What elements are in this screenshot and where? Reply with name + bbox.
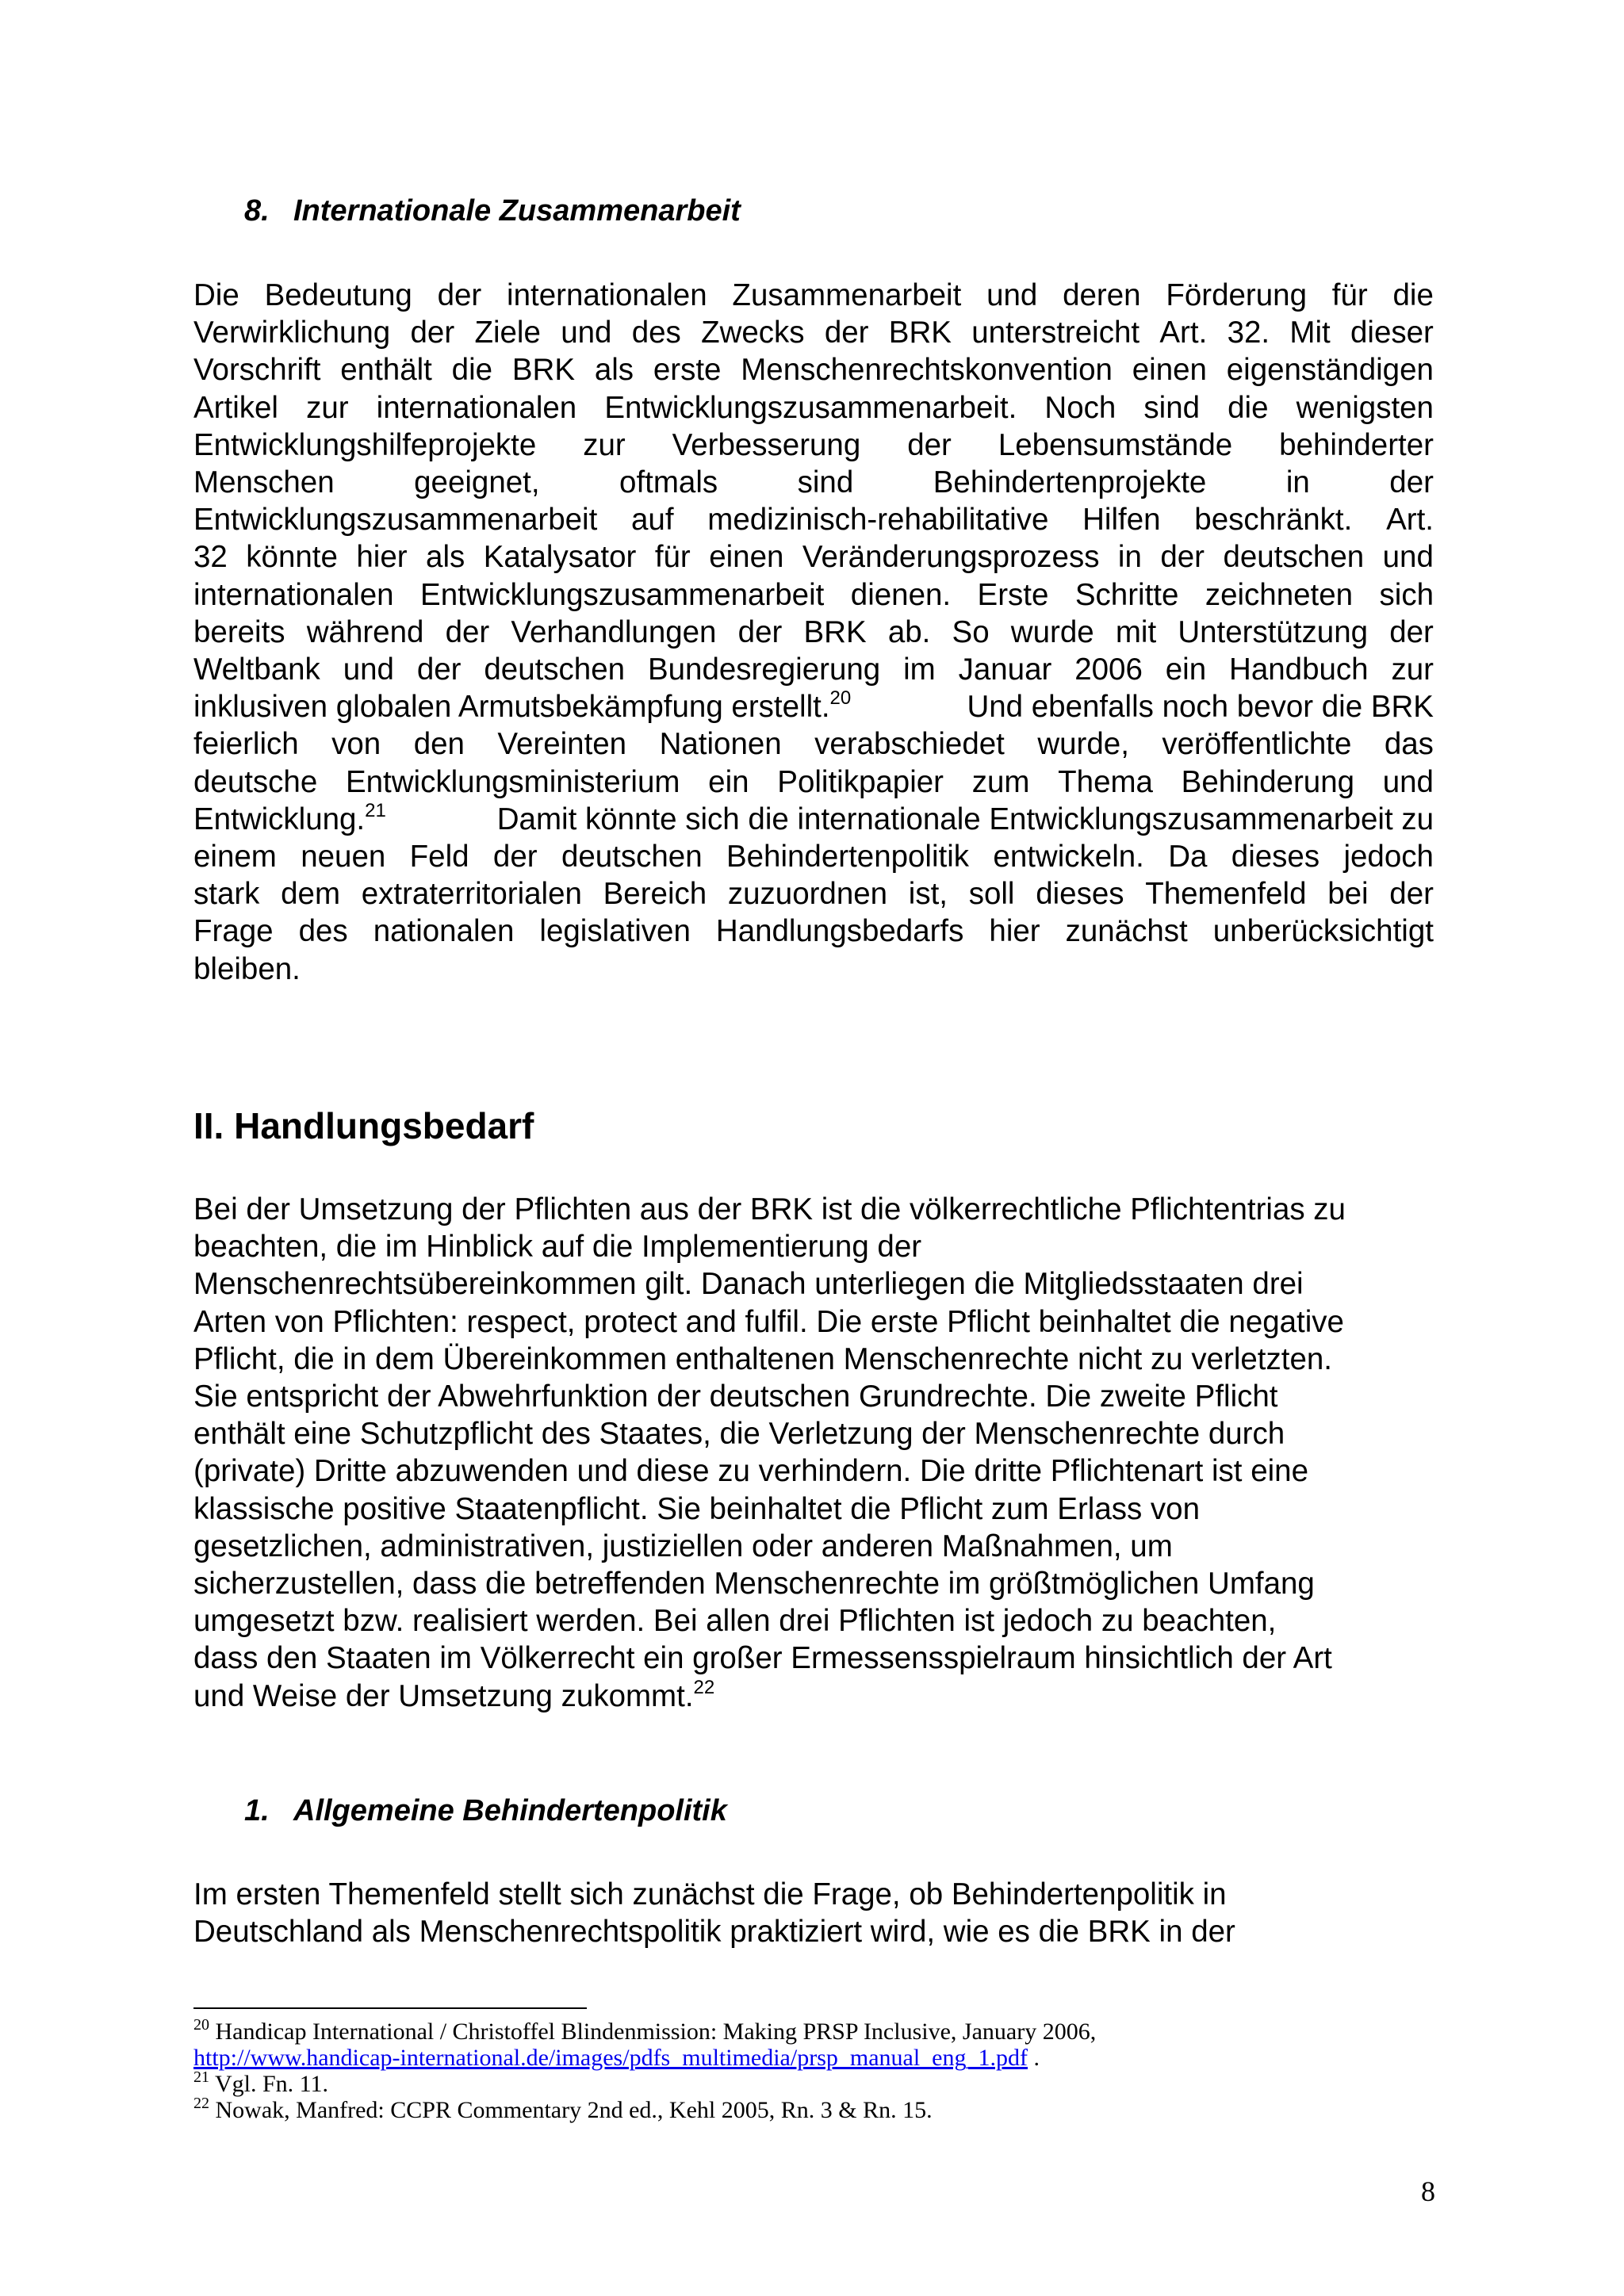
word: deutschen	[1223, 540, 1365, 575]
footnote-separator	[193, 2007, 587, 2009]
word: ein	[1165, 652, 1207, 687]
footnote-ref-22: 22	[693, 1676, 715, 1698]
word: Zwecks	[701, 316, 805, 350]
word: zur	[306, 390, 349, 425]
footnote-ref-20: 20	[829, 687, 852, 710]
word: der	[416, 652, 462, 687]
word: für	[654, 540, 691, 575]
footnote-21	[193, 2068, 1096, 2097]
paragraph-line: beachten, die im Hinblick auf die Implementierung der	[193, 1230, 922, 1265]
line-segment: Damit könnte sich die internationale Entwicklungszusammenarbeit zu	[496, 802, 1434, 836]
word: sich	[1379, 577, 1434, 612]
word: unterstreicht	[971, 316, 1140, 350]
word: BRK	[888, 316, 952, 350]
word: Vorschrift	[193, 353, 321, 388]
word: Bundesregierung	[647, 652, 881, 687]
paragraph-line	[193, 801, 1434, 838]
word: Entwicklungsministerium	[345, 764, 680, 799]
word: der	[410, 316, 455, 350]
paragraph-line	[193, 688, 1434, 725]
word: auf	[631, 503, 674, 538]
word: der	[1389, 614, 1434, 649]
word: sind	[1143, 390, 1201, 425]
word: ab.	[887, 614, 931, 649]
word: dieses	[1036, 877, 1124, 912]
word: und	[343, 652, 394, 687]
word: während	[306, 614, 424, 649]
paragraph-line	[193, 501, 1434, 538]
word: Die	[193, 278, 239, 312]
footnote-22-number: 22	[193, 2095, 209, 2112]
word: Themenfeld	[1145, 877, 1307, 912]
section-II-heading: II. Handlungsbedarf	[193, 1105, 534, 1146]
word: der	[824, 316, 869, 350]
word: ist,	[908, 877, 948, 912]
word: behinderter	[1279, 427, 1434, 462]
word: erste	[653, 353, 722, 388]
footnote-20-text: Handicap International / Christoffel Blindenmission: Making PRSP Inclusive, January 2006,	[215, 2019, 1097, 2045]
footnote-20-number: 20	[193, 2016, 209, 2034]
line-segment: Entwicklung.$^{21}$	[193, 799, 386, 836]
word: Handlungsbedarfs	[715, 914, 964, 949]
word: Entwicklungszusammenarbeit	[420, 577, 825, 612]
word: Unterstützung	[1178, 614, 1369, 649]
paragraph-line	[193, 951, 1434, 988]
line-segment: inklusiven globalen Armutsbekämpfung erstellt.$^{20}$	[193, 687, 852, 725]
word: neuen	[301, 840, 386, 874]
word: wurde	[1010, 614, 1094, 649]
paragraph-line	[193, 725, 1434, 763]
word: oftmals	[619, 465, 718, 500]
line-segment: Und ebenfalls noch bevor die BRK	[967, 690, 1434, 725]
word: Behindertenpolitik	[726, 840, 970, 874]
word: Lebensumstände	[998, 427, 1233, 462]
word: Bedeutung	[264, 278, 412, 312]
paragraph-line: Sie entspricht der Abwehrfunktion der deutschen Grundrechte. Die zweite Pflicht	[193, 1380, 1278, 1414]
word: und	[561, 316, 612, 350]
word: Da	[1168, 840, 1208, 874]
paragraph-line: (private) Dritte abzuwenden und diese zu verhindern. Die dritte Pflichtenart ist eine	[193, 1454, 1308, 1489]
word: die	[1392, 278, 1434, 312]
word: Behinderung	[1181, 764, 1355, 799]
word: von	[331, 727, 381, 762]
word: bleiben.	[193, 951, 301, 986]
word: internationalen	[507, 278, 707, 312]
word: stark	[193, 877, 260, 912]
word: in	[1285, 465, 1310, 500]
word: wurde,	[1037, 727, 1129, 762]
word: dieser	[1350, 316, 1434, 350]
word: legislativen	[539, 914, 691, 949]
word: Art.	[1159, 316, 1208, 350]
word: zunächst	[1065, 914, 1188, 949]
word: Frage	[193, 914, 274, 949]
paragraph-line: und Weise der Umsetzung zukommt.$^{22}$	[193, 1676, 715, 1713]
word: extraterritorialen	[361, 877, 582, 912]
word: der	[445, 614, 490, 649]
section-1-paragraph	[193, 1876, 1235, 1950]
word: der	[1389, 877, 1434, 912]
word: Vereinten	[497, 727, 627, 762]
word: enthält	[340, 353, 432, 388]
section-1-title: Allgemeine Behindertenpolitik	[293, 1794, 727, 1827]
paragraph-line	[193, 314, 1434, 351]
word: dienen.	[850, 577, 952, 612]
word: einen	[709, 540, 784, 575]
word: für	[1331, 278, 1368, 312]
paragraph-line: Pflicht, die in dem Übereinkommen enthaltenen Menschenrechte nicht zu verletzten.	[193, 1341, 1332, 1376]
word: der	[737, 614, 783, 649]
word: Entwicklungszusammenarbeit	[193, 503, 598, 538]
footnote-22	[193, 2097, 1096, 2123]
word: unberücksichtigt	[1212, 914, 1434, 949]
section-1-heading	[244, 1792, 727, 1830]
paragraph-line: Im ersten Themenfeld stellt sich zunächst die Frage, ob Behindertenpolitik in	[193, 1877, 1227, 1911]
word: BRK	[803, 614, 867, 649]
paragraph-line	[193, 651, 1434, 688]
word: soll	[968, 877, 1015, 912]
paragraph-line: gesetzlichen, administrativen, justiziellen oder anderen Maßnahmen, um	[193, 1529, 1173, 1563]
paragraph-line	[193, 538, 1434, 576]
word: Entwicklungszusammenarbeit.	[604, 390, 1017, 425]
paragraph-line: sicherzustellen, dass die betreffenden Menschenrechte im größtmöglichen Umfang	[193, 1567, 1315, 1601]
word: 2006	[1074, 652, 1143, 687]
word: zeichneten	[1205, 577, 1354, 612]
word: Noch	[1044, 390, 1116, 425]
word: der	[437, 278, 482, 312]
word: Schritte	[1074, 577, 1179, 612]
word: hier	[989, 914, 1040, 949]
paragraph-line	[193, 913, 1434, 950]
word: Thema	[1058, 764, 1153, 799]
word: verabschiedet	[814, 727, 1005, 762]
word: das	[1384, 727, 1434, 762]
word: Bereich	[603, 877, 707, 912]
paragraph-line	[193, 427, 1434, 464]
word: geeignet,	[414, 465, 540, 500]
paragraph-line: Arten von Pflichten: respect, protect and fulfil. Die erste Pflicht beinhaltet die negative	[193, 1304, 1344, 1339]
section-8-number: 8.	[244, 194, 270, 228]
word: und	[1382, 764, 1434, 799]
footnote-21-number: 21	[193, 2068, 209, 2086]
word: Erste	[977, 577, 1049, 612]
section-8-paragraph	[193, 277, 1434, 988]
word: Menschenrechtskonvention	[741, 353, 1113, 388]
word: sind	[797, 465, 854, 500]
paragraph-line: Menschenrechtsübereinkommen gilt. Danach unterliegen die Mitgliedsstaaten drei	[193, 1267, 1304, 1302]
footnote-21-text: Vgl. Fn. 11.	[214, 2071, 329, 2097]
word: beschränkt.	[1194, 503, 1353, 538]
word: der	[492, 840, 538, 874]
word: bereits	[193, 614, 285, 649]
word: als	[594, 353, 634, 388]
word: Verwirklichung	[193, 316, 391, 350]
word: in	[1117, 540, 1142, 575]
paragraph-line	[193, 351, 1434, 388]
paragraph-line: enthält eine Schutzpflicht des Staates, die Verletzung der Menschenrechte durch	[193, 1417, 1285, 1452]
word: der	[1389, 465, 1434, 500]
word: internationalen	[376, 390, 577, 425]
word: Entwicklungshilfeprojekte	[193, 427, 537, 462]
word: im	[903, 652, 936, 687]
word: des	[298, 914, 348, 949]
word: der	[1160, 540, 1205, 575]
word: Menschen	[193, 465, 335, 500]
paragraph-line	[193, 576, 1434, 614]
paragraph-line	[193, 614, 1434, 651]
word: der	[907, 427, 952, 462]
word: als	[426, 540, 465, 575]
word: zur	[1391, 652, 1434, 687]
word: zum	[971, 764, 1030, 799]
paragraph-line	[193, 277, 1434, 314]
paragraph-line: umgesetzt bzw. realisiert werden. Bei allen drei Pflichten ist jedoch zu beachten,	[193, 1604, 1277, 1639]
section-8-heading	[244, 192, 741, 230]
paragraph-line	[193, 838, 1434, 875]
page-number: 8	[1421, 2175, 1435, 2207]
word: Nationen	[659, 727, 782, 762]
word: Politikpapier	[777, 764, 944, 799]
word: einen	[1132, 353, 1207, 388]
word: So	[952, 614, 990, 649]
paragraph-line: Deutschland als Menschenrechtspolitik praktiziert wird, wie es die BRK in der	[193, 1915, 1235, 1950]
word: Veränderungsprozess	[802, 540, 1100, 575]
footnotes	[193, 2016, 1097, 2123]
word: zur	[583, 427, 626, 462]
word: internationalen	[193, 577, 394, 612]
word: veröffentlichte	[1162, 727, 1352, 762]
paragraph-line	[193, 464, 1434, 501]
word: deutsche	[193, 764, 318, 799]
word: zuzuordnen	[727, 877, 888, 912]
section-1-number: 1.	[244, 1794, 270, 1827]
word: Verbesserung	[672, 427, 861, 462]
word: jedoch	[1343, 840, 1434, 874]
word: 32	[193, 540, 228, 575]
section-II-paragraph	[193, 1191, 1346, 1715]
word: BRK	[511, 353, 576, 388]
word: und	[986, 278, 1038, 312]
word: deutschen	[484, 652, 626, 687]
word: ein	[708, 764, 749, 799]
word: feierlich	[193, 727, 299, 762]
word: Behindertenprojekte	[933, 465, 1207, 500]
word: den	[413, 727, 465, 762]
word: wenigsten	[1296, 390, 1434, 425]
footnote-ref-21: 21	[365, 799, 386, 821]
word: dem	[281, 877, 341, 912]
word: und	[1382, 540, 1434, 575]
word: Art.	[1386, 503, 1434, 538]
word: Mit	[1289, 316, 1331, 350]
paragraph-line: dass den Staaten im Völkerrecht ein großer Ermessensspielraum hinsichtlich der Art	[193, 1641, 1332, 1676]
word: Handbuch	[1229, 652, 1369, 687]
footnote-20-link-line	[193, 2045, 1096, 2071]
word: 32.	[1227, 316, 1270, 350]
paragraph-line	[193, 763, 1434, 801]
word: des	[631, 316, 681, 350]
word: entwickeln.	[993, 840, 1144, 874]
word: Ziele	[474, 316, 541, 350]
footnote-20-link[interactable]: http://www.handicap-international.de/images/pdfs_multimedia/prsp_manual_eng_1.pdf	[193, 2045, 1028, 2071]
word: Feld	[409, 840, 469, 874]
word: Förderung	[1166, 278, 1307, 312]
word: einem	[193, 840, 277, 874]
word: die	[1228, 390, 1269, 425]
word: deren	[1063, 278, 1141, 312]
footnote-20	[193, 2016, 1097, 2045]
footnote-20-link-suffix: .	[1033, 2045, 1040, 2071]
word: medizinisch-rehabilitative	[707, 503, 1049, 538]
word: nationalen	[373, 914, 515, 949]
paragraph-line	[193, 875, 1434, 913]
paragraph-line: Bei der Umsetzung der Pflichten aus der BRK ist die völkerrechtliche Pflichtentrias zu	[193, 1192, 1346, 1226]
word: hier	[356, 540, 408, 575]
word: mit	[1115, 614, 1157, 649]
word: Verhandlungen	[511, 614, 717, 649]
footnote-22-text: Nowak, Manfred: CCPR Commentary 2nd ed., Kehl 2005, Rn. 3 & Rn. 15.	[215, 2097, 933, 2123]
word: Artikel	[193, 390, 278, 425]
paragraph-line: klassische positive Staatenpflicht. Sie beinhaltet die Pflicht zum Erlass von	[193, 1491, 1200, 1526]
word: Weltbank	[193, 652, 320, 687]
word: die	[451, 353, 493, 388]
word: könnte	[246, 540, 338, 575]
word: eigenständigen	[1226, 353, 1434, 388]
word: Katalysator	[483, 540, 637, 575]
word: deutschen	[561, 840, 703, 874]
word: Hilfen	[1082, 503, 1161, 538]
word: dieses	[1231, 840, 1320, 874]
word: Januar	[958, 652, 1052, 687]
word: Zusammenarbeit	[732, 278, 962, 312]
word: bei	[1327, 877, 1369, 912]
paragraph-line	[193, 389, 1434, 427]
section-8-title: Internationale Zusammenarbeit	[293, 194, 741, 228]
